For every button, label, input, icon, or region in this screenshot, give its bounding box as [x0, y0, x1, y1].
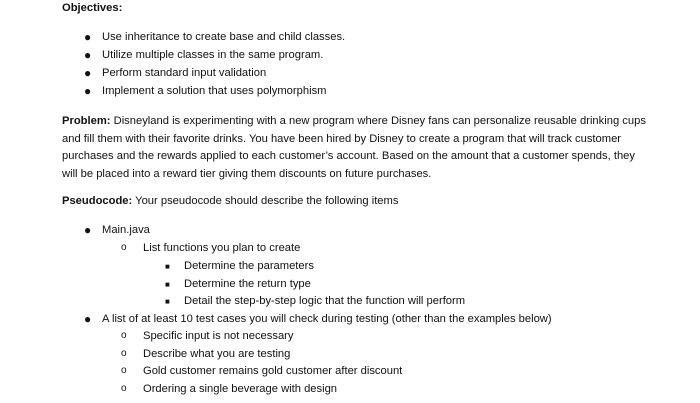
pseudocode-subitem: Ordering a single beverage with design: [143, 383, 338, 395]
bullet-dot: ●: [84, 223, 92, 237]
bullet-circle: o: [121, 365, 127, 376]
objective-item: Utilize multiple classes in the same program.: [102, 49, 324, 61]
bullet-dot: ●: [84, 48, 92, 62]
pseudocode-heading: [62, 195, 398, 207]
pseudocode-subitem: Describe what you are testing: [143, 348, 291, 360]
problem-label: Problem:: [62, 115, 111, 127]
objective-item: Perform standard input validation: [102, 67, 267, 79]
bullet-circle: o: [121, 383, 127, 394]
bullet-dot: ●: [84, 312, 92, 326]
problem-paragraph: [62, 113, 652, 183]
objective-item: Implement a solution that uses polymorphism: [102, 85, 327, 97]
pseudocode-subsubitem: Determine the return type: [184, 278, 311, 290]
bullet-dot: ●: [84, 30, 92, 44]
bullet-square: ■: [165, 297, 170, 306]
bullet-circle: o: [121, 242, 127, 253]
bullet-circle: o: [121, 348, 127, 359]
bullet-circle: o: [121, 330, 127, 341]
objectives-heading: Objectives:: [62, 2, 123, 14]
bullet-square: ■: [165, 262, 170, 271]
problem-text: Disneyland is experimenting with a new program where Disney fans can personalize reusable drinking cups and fill them with their favorite drinks. You have been hired by Disney to create a program that will track customer purchases and the rewards applied to each customer’s account. Based on the amount that a customer spends, they will be placed into a reward tier giving them discounts on future purchases.: [62, 115, 646, 180]
bullet-square: ■: [165, 280, 170, 289]
bullet-dot: ●: [84, 84, 92, 98]
pseudocode-subsubitem: Determine the parameters: [184, 260, 314, 272]
pseudocode-label: Pseudocode:: [62, 195, 133, 207]
pseudocode-text: Your pseudocode should describe the following items: [135, 195, 399, 207]
objective-item: Use inheritance to create base and child classes.: [102, 31, 346, 43]
bullet-dot: ●: [84, 66, 92, 80]
pseudocode-item: Main.java: [102, 224, 150, 236]
pseudocode-subsubitem: Detail the step-by-step logic that the function will perform: [184, 295, 466, 307]
pseudocode-subitem: List functions you plan to create: [143, 242, 301, 254]
pseudocode-subitem: Specific input is not necessary: [143, 330, 294, 342]
pseudocode-subitem: Gold customer remains gold customer after discount: [143, 365, 403, 377]
pseudocode-item: A list of at least 10 test cases you will check during testing (other than the examples below): [102, 313, 552, 325]
